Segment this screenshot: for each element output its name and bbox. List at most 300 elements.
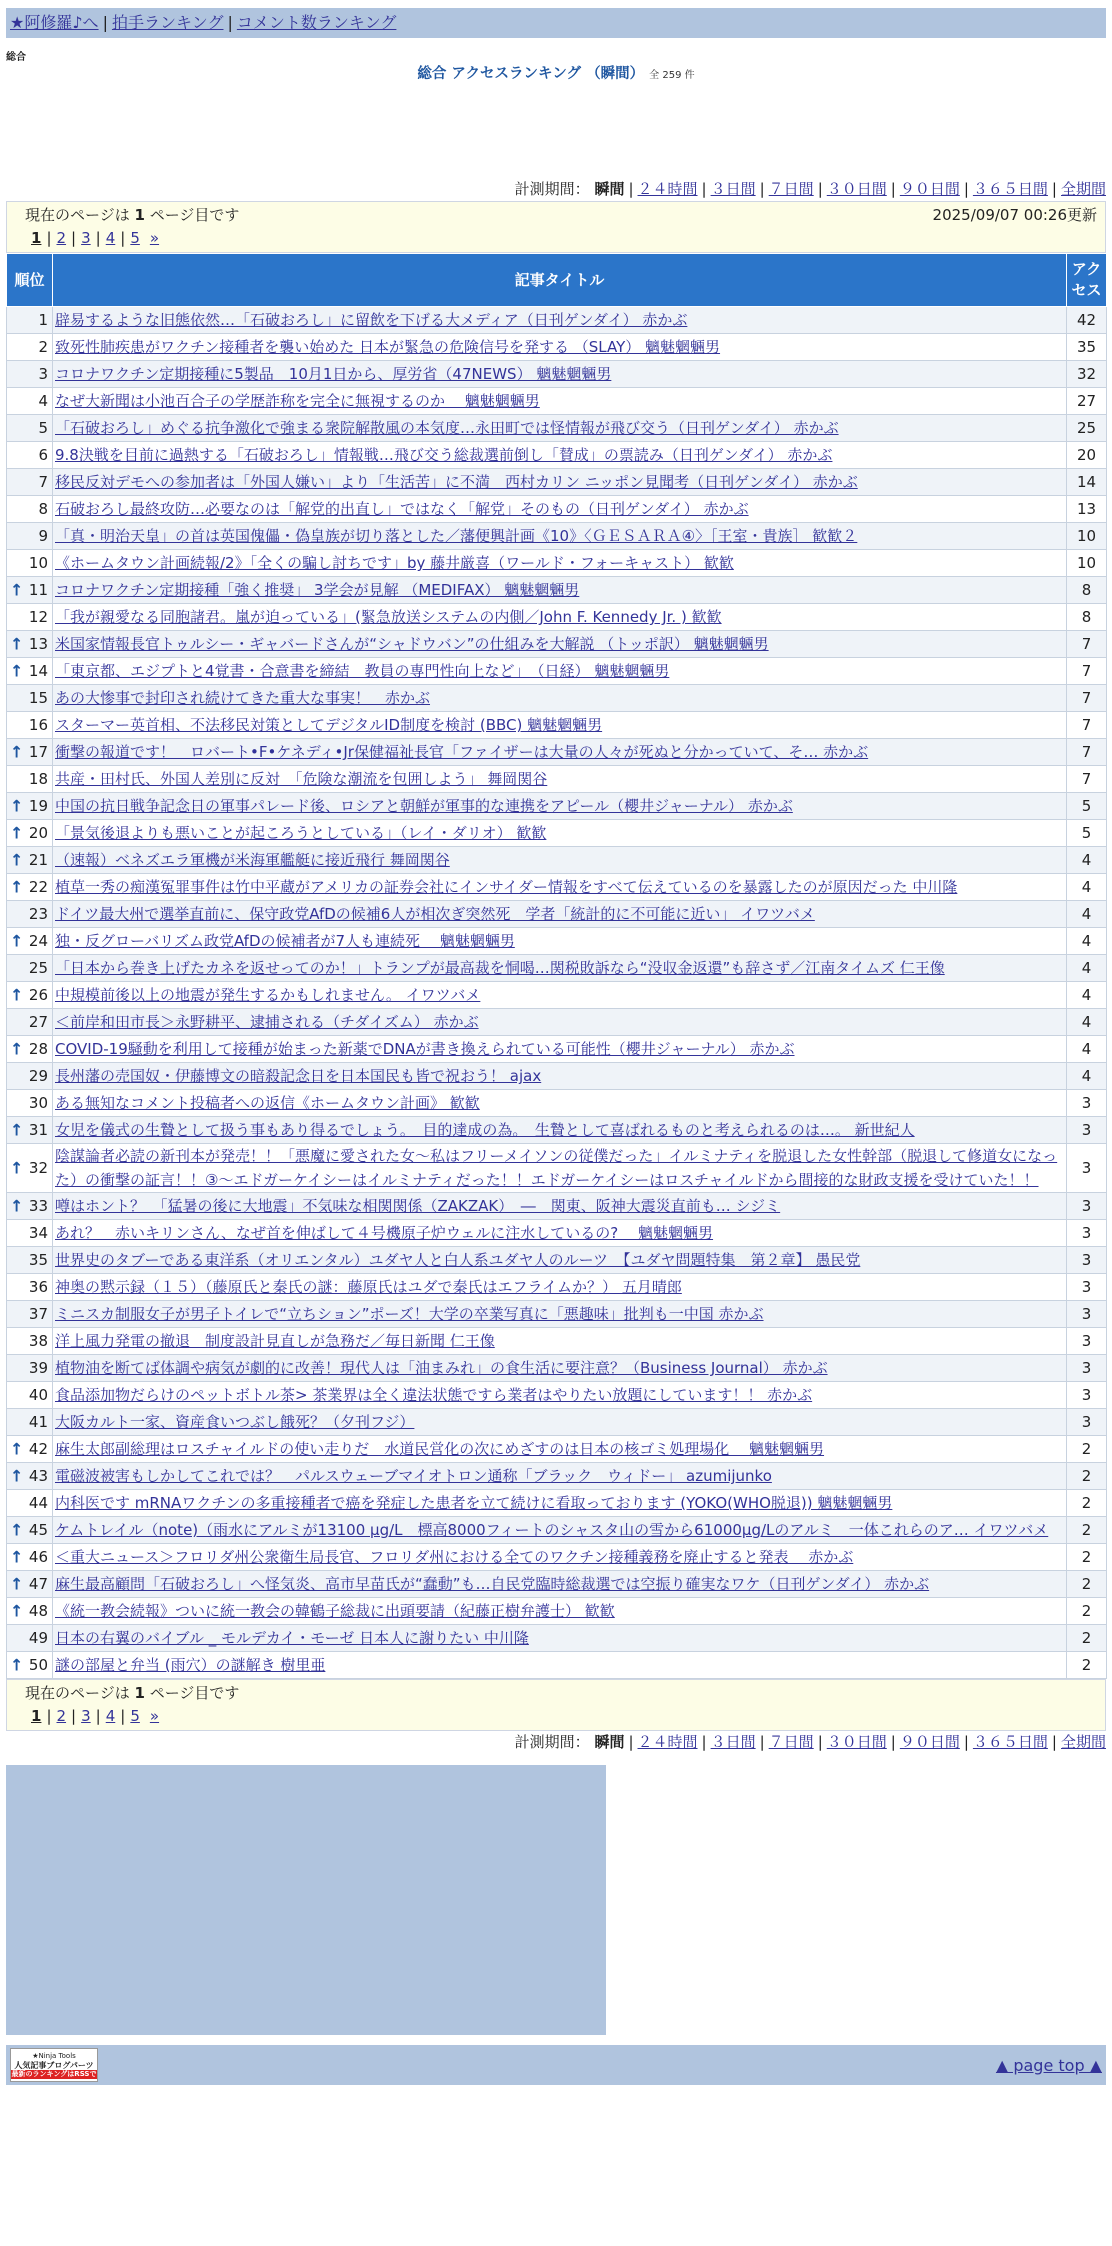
logo-line: ★Ninja Tools	[32, 2051, 76, 2060]
access-count: 4	[1067, 1036, 1107, 1063]
period-current: 瞬間	[594, 1733, 625, 1751]
access-count: 35	[1067, 334, 1107, 361]
rank-cell	[7, 1436, 53, 1463]
period-selector-bottom: 計測期間： 瞬間 | ２４時間 | ３日間 | ７日間 | ３０日間 | ９０日間 | ３６５日間 | 全期間	[514, 1733, 1106, 1751]
current-page-text: 現在のページは 1 ページ目です	[25, 206, 240, 224]
rank-number: 19	[28, 796, 48, 815]
title-cell	[53, 469, 1067, 496]
rank-up-arrow-icon: ↑	[10, 580, 24, 600]
article-title-link[interactable]: 《統一教会続報》ついに統一教会の韓鶴子総裁に出頭要請（紀藤正樹弁護士） 歓歓	[55, 1602, 615, 1620]
rank-number: 50	[28, 1655, 48, 1674]
access-count: 2	[1067, 1571, 1107, 1598]
table-row	[7, 1117, 1107, 1144]
article-title-link[interactable]: 中規模前後以上の地震が発生するかもしれません。 イワツバメ	[55, 986, 481, 1004]
nav-comment-ranking-link[interactable]: コメント数ランキング	[236, 13, 397, 32]
article-title-link[interactable]: COVID-19騒動を利用して接種が始まった新薬でDNAが書き換えられている可能性（櫻井ジャーナル） 赤かぶ	[55, 1040, 795, 1058]
rank-number: 18	[28, 769, 48, 788]
article-title-link[interactable]: ケムトレイル（note)（雨水にアルミが13100 μg/L 標高8000フィートのシャスタ山の雪から61000μg/Lのアルミ 一体これらのア… イワツバメ	[55, 1521, 1049, 1539]
title-cell	[53, 307, 1067, 334]
access-count: 4	[1067, 874, 1107, 901]
rank-cell	[7, 874, 53, 901]
rank-up-arrow-icon: ↑	[10, 931, 24, 951]
rank-number: 20	[28, 823, 48, 842]
rank-cell	[7, 982, 53, 1009]
ad-banner[interactable]	[6, 1765, 606, 2035]
table-row	[7, 1036, 1107, 1063]
title-cell	[53, 361, 1067, 388]
rank-cell	[7, 496, 53, 523]
access-count: 8	[1067, 604, 1107, 631]
rank-cell	[7, 442, 53, 469]
article-title-link[interactable]: ドイツ最大州で選挙直前に、保守政党AfDの候補6人が相次ぎ突然死 学者「統計的に不可能に近い」 イワツバメ	[55, 905, 815, 923]
page-title-text: 総合 アクセスランキング （瞬間）	[417, 66, 645, 82]
period-link[interactable]: 全期間	[1060, 1733, 1106, 1751]
title-cell	[53, 550, 1067, 577]
rank-up-arrow-icon: ↑	[10, 850, 24, 870]
rank-cell	[7, 820, 53, 847]
table-row	[7, 496, 1107, 523]
rank-cell	[7, 847, 53, 874]
rank-up-arrow-icon: ↑	[10, 1196, 24, 1216]
rank-number: 1	[38, 310, 48, 329]
rank-cell	[7, 658, 53, 685]
access-count: 3	[1067, 1328, 1107, 1355]
page-link[interactable]: 2	[56, 229, 67, 247]
rank-number: 31	[28, 1120, 48, 1139]
rank-number: 39	[28, 1358, 48, 1377]
rank-up-arrow-icon: ↑	[10, 796, 24, 816]
ranking-body	[7, 307, 1107, 1679]
access-count: 42	[1067, 307, 1107, 334]
rank-cell	[7, 1193, 53, 1220]
period-link[interactable]: ９０日間	[899, 180, 960, 198]
article-title-link[interactable]: コロナワクチン定期接種「強く推奨」 3学会が見解 （MEDIFAX） 魑魅魍魎男	[55, 581, 580, 599]
ad-space	[6, 86, 1106, 178]
article-title-link[interactable]: 麻生最高顧問「石破おろし」へ怪気炎、高市早苗氏が“蠢動”も…自民党臨時総裁選では空振り確実なワケ（日刊ゲンダイ） 赤かぶ	[55, 1575, 930, 1593]
rank-up-arrow-icon: ↑	[10, 877, 24, 897]
table-row	[7, 1274, 1107, 1301]
access-count: 5	[1067, 793, 1107, 820]
rank-number: 43	[28, 1466, 48, 1485]
access-count: 4	[1067, 955, 1107, 982]
rank-cell	[7, 1355, 53, 1382]
rank-number: 12	[28, 607, 48, 626]
article-title-link[interactable]: 石破おろし最終攻防…必要なのは「解党的出直し」ではなく「解党」そのもの（日刊ゲンダイ） 赤かぶ	[55, 500, 749, 518]
rank-up-arrow-icon: ↑	[10, 1466, 24, 1486]
access-count: 4	[1067, 982, 1107, 1009]
period-current: 瞬間	[594, 180, 625, 198]
rank-cell	[7, 1301, 53, 1328]
title-cell	[53, 1063, 1067, 1090]
title-cell	[53, 496, 1067, 523]
rank-cell	[7, 469, 53, 496]
rank-cell	[7, 901, 53, 928]
article-title-link[interactable]: 神奥の黙示録（１５）（藤原氏と秦氏の謎：藤原氏はユダで秦氏はエフライムか？） 五月晴郎	[55, 1278, 682, 1296]
article-title-link[interactable]: 世界史のタブーである東洋系（オリエンタル）ユダヤ人と白人系ユダヤ人のルーツ 【ユダヤ問題特集 第２章】 愚民党	[55, 1251, 861, 1269]
page-link[interactable]: 3	[81, 1707, 91, 1725]
article-title-link[interactable]: 植物油を断てば体調や病気が劇的に改善！現代人は「油まみれ」の食生活に要注意？（Business Journal） 赤かぶ	[55, 1359, 828, 1377]
access-count: 7	[1067, 739, 1107, 766]
article-title-link[interactable]: 「真・明治天皇」の首は英国傀儡・偽皇族が切り落とした／藩便興計画《10》〈ＧＥＳＡＲＡ④〉［王室・貴族］ 歓歓２	[55, 527, 858, 545]
title-cell	[53, 685, 1067, 712]
table-row	[7, 307, 1107, 334]
nav-sep: |	[227, 13, 233, 32]
table-row	[7, 469, 1107, 496]
nav-sep: |	[102, 13, 108, 32]
period-link[interactable]: ２４時間	[637, 1733, 698, 1751]
rank-number: 32	[28, 1158, 48, 1177]
rank-number: 10	[28, 553, 48, 572]
article-title-link[interactable]: 電磁波被害もしかしてこれでは？ パルスウェーブマイオトロン通称「ブラック ウィドー」 azumijunko	[55, 1467, 772, 1485]
period-link[interactable]: ３０日間	[826, 180, 887, 198]
article-title-link[interactable]: 中国の抗日戦争記念日の軍事パレード後、ロシアと朝鮮が軍事的な連携をアピール（櫻井ジャーナル） 赤かぶ	[55, 797, 793, 815]
rank-number: 7	[38, 472, 48, 491]
rank-cell	[7, 1328, 53, 1355]
rank-cell	[7, 793, 53, 820]
access-count: 5	[1067, 820, 1107, 847]
access-count: 3	[1067, 1355, 1107, 1382]
article-title-link[interactable]: 「景気後退よりも悪いことが起ころうとしている」（レイ・ダリオ） 歓歓	[55, 824, 547, 842]
rank-cell	[7, 1571, 53, 1598]
rank-up-arrow-icon: ↑	[10, 985, 24, 1005]
table-row	[7, 1301, 1107, 1328]
rank-cell	[7, 1598, 53, 1625]
rank-number: 3	[38, 364, 48, 383]
rank-number: 21	[28, 850, 48, 869]
title-cell	[53, 1144, 1067, 1193]
article-title-link[interactable]: 「石破おろし」めぐる抗争激化で強まる衆院解散風の本気度…永田町では怪情報が飛び交う（日刊ゲンダイ） 赤かぶ	[55, 419, 839, 437]
title-cell	[53, 1571, 1067, 1598]
rank-up-arrow-icon: ↑	[10, 1574, 24, 1594]
access-count: 14	[1067, 469, 1107, 496]
table-row	[7, 1193, 1107, 1220]
access-count: 4	[1067, 1063, 1107, 1090]
rank-number: 37	[28, 1304, 48, 1323]
rank-cell	[7, 1144, 53, 1193]
access-count: 7	[1067, 631, 1107, 658]
period-link[interactable]: ３日間	[710, 1733, 756, 1751]
rank-up-arrow-icon: ↑	[10, 661, 24, 681]
period-label: 計測期間：	[514, 180, 590, 198]
logo-line: 最新のランキングはRSSで	[11, 2069, 97, 2078]
nav-clap-ranking-link[interactable]: 拍手ランキング	[111, 13, 224, 32]
period-link[interactable]: ７日間	[768, 180, 814, 198]
access-count: 3	[1067, 1193, 1107, 1220]
period-link[interactable]: ３日間	[710, 180, 756, 198]
page-next-link[interactable]: »	[149, 229, 160, 247]
table-row	[7, 1090, 1107, 1117]
rank-number: 34	[28, 1223, 48, 1242]
page-current: 1	[31, 229, 42, 247]
rank-number: 6	[38, 445, 48, 464]
rank-up-arrow-icon: ↑	[10, 1520, 24, 1540]
col-rank-header: 順位	[7, 254, 53, 307]
table-row	[7, 712, 1107, 739]
rank-number: 30	[28, 1093, 48, 1112]
article-title-link[interactable]: 「日本から巻き上げたカネを返せってのか！」トランプが最高裁を恫喝…関税敗訴なら“没収金返還”も辞さず／江南タイムズ 仁王像	[55, 959, 945, 977]
access-count: 25	[1067, 415, 1107, 442]
article-title-link[interactable]: 女児を儀式の生贄として扱う事もあり得るでしょう。 目的達成の為。 生贄として喜ばれるものと考えられるのは…。 新世紀人	[55, 1121, 915, 1139]
article-title-link[interactable]: 日本の右翼のバイブル _ モルデカイ・モーゼ 日本人に謝りたい 中川隆	[55, 1629, 529, 1647]
article-title-link[interactable]: 独・反グローバリズム政党AfDの候補者が7人も連続死 魑魅魍魎男	[55, 932, 515, 950]
rank-cell	[7, 1409, 53, 1436]
rank-cell	[7, 415, 53, 442]
article-title-link[interactable]: あの大惨事で封印され続けてきた重大な事実！ 赤かぶ	[55, 689, 431, 707]
period-selector-top: 計測期間： 瞬間 | ２４時間 | ３日間 | ７日間 | ３０日間 | ９０日間 | ３６５日間 | 全期間	[514, 180, 1106, 198]
title-cell	[53, 1652, 1067, 1679]
page-info-bottom	[6, 1679, 1106, 1731]
access-count: 2	[1067, 1490, 1107, 1517]
rank-cell	[7, 334, 53, 361]
rank-cell	[7, 388, 53, 415]
article-title-link[interactable]: ある無知なコメント投稿者への返信《ホームタウン計画》 歓歓	[55, 1094, 480, 1112]
rank-number: 35	[28, 1250, 48, 1269]
article-title-link[interactable]: 洋上風力発電の撤退 制度設計見直しが急務だ／毎日新聞 仁王像	[55, 1332, 495, 1350]
table-row	[7, 1382, 1107, 1409]
article-title-link[interactable]: 大阪カルト一家、資産食いつぶし餓死？（夕刊フジ）	[55, 1413, 415, 1431]
article-title-link[interactable]: 移民反対デモへの参加者は「外国人嫌い」より「生活苦」に不満 西村カリン ニッポン見聞考（日刊ゲンダイ） 赤かぶ	[55, 473, 858, 491]
rank-cell	[7, 1544, 53, 1571]
rank-number: 49	[28, 1628, 48, 1647]
rank-cell	[7, 1382, 53, 1409]
rank-number: 2	[38, 337, 48, 356]
rank-cell	[7, 550, 53, 577]
table-row	[7, 739, 1107, 766]
title-cell	[53, 442, 1067, 469]
rank-number: 29	[28, 1066, 48, 1085]
access-count: 2	[1067, 1436, 1107, 1463]
rank-number: 4	[38, 391, 48, 410]
rank-number: 42	[28, 1439, 48, 1458]
title-cell	[53, 1009, 1067, 1036]
table-row	[7, 793, 1107, 820]
article-title-link[interactable]: 致死性肺疾患がワクチン接種者を襲い始めた 日本が緊急の危険信号を発する （SLAY） 魑魅魍魎男	[55, 338, 721, 356]
table-row	[7, 685, 1107, 712]
total-count: 全 259 件	[649, 70, 695, 81]
page-link[interactable]: 4	[105, 1707, 116, 1725]
article-title-link[interactable]: 植草一秀の痴漢冤罪事件は竹中平蔵がアメリカの証券会社にインサイダー情報をすべて伝えているのを暴露したのが原因だった 中川隆	[55, 878, 958, 896]
table-row	[7, 631, 1107, 658]
article-title-link[interactable]: 長州藩の売国奴・伊藤博文の暗殺記念日を日本国民も皆で祝おう！ ajax	[55, 1067, 542, 1085]
rank-number: 8	[38, 499, 48, 518]
rank-up-arrow-icon: ↑	[10, 1547, 24, 1567]
title-cell	[53, 982, 1067, 1009]
table-row	[7, 901, 1107, 928]
table-row	[7, 361, 1107, 388]
article-title-link[interactable]: ＜重大ニュース＞フロリダ州公衆衛生局長官、フロリダ州における全てのワクチン接種義務を廃止すると発表 赤かぶ	[55, 1548, 854, 1566]
article-title-link[interactable]: 《ホームタウン計画続報/2》「全くの騙し討ちです」by 藤井厳喜（ワールド・フォーキャスト） 歓歓	[55, 554, 734, 572]
title-cell	[53, 1090, 1067, 1117]
page-link[interactable]: 5	[130, 229, 140, 247]
access-count: 4	[1067, 901, 1107, 928]
access-count: 3	[1067, 1220, 1107, 1247]
article-title-link[interactable]: ＜前岸和田市長＞永野耕平、逮捕される（チダイズム） 赤かぶ	[55, 1013, 479, 1031]
article-title-link[interactable]: 「東京都、エジプトと4覚書・合意書を締結 教員の専門性向上など」 （日経） 魑魅魍魎男	[55, 662, 670, 680]
table-row	[7, 820, 1107, 847]
article-title-link[interactable]: 「我が親愛なる同胞諸君。嵐が迫っている」(緊急放送システムの内側／John F. Kennedy Jr. ) 歓歓	[55, 608, 722, 626]
rank-number: 15	[28, 688, 48, 707]
article-title-link[interactable]: あれ？ 赤いキリンさん、なぜ首を伸ばして４号機原子炉ウェルに注水しているの? 魑魅魍魎男	[55, 1224, 714, 1242]
period-link[interactable]: ３６５日間	[972, 180, 1048, 198]
rank-up-arrow-icon: ↑	[10, 634, 24, 654]
article-title-link[interactable]: 噂はホント？ 「猛暑の後に大地震」不気味な相関関係（ZAKZAK） ― 関東、阪神大震災直前も… シジミ	[55, 1197, 781, 1215]
access-count: 32	[1067, 361, 1107, 388]
title-cell	[53, 1193, 1067, 1220]
article-title-link[interactable]: 麻生太郎副総理はロスチャイルドの使い走りだ 水道民営化の次にめざすのは日本の核ゴミ処理場化 魑魅魍魎男	[55, 1440, 825, 1458]
rank-number: 47	[28, 1574, 48, 1593]
title-cell	[53, 712, 1067, 739]
access-count: 8	[1067, 577, 1107, 604]
title-cell	[53, 1220, 1067, 1247]
title-cell	[53, 658, 1067, 685]
period-link[interactable]: ３０日間	[826, 1733, 887, 1751]
pagination-bottom: 1 | 2 | 3 | 4 | 5 »	[31, 1707, 160, 1725]
article-title-link[interactable]: 陰謀論者必読の新刊本が発売！！「悪魔に愛された女～私はフリーメイソンの従僕だった」イルミナティを脱退した女性幹部（脱退して修道女になった）の衝撃の証言！！③～エドガーケイシーはイルミナティだった！！エドガーケイシーはロスチャイルドから間接的な財政支援を受けていた！！	[55, 1147, 1058, 1189]
rank-number: 45	[28, 1520, 48, 1539]
table-row	[7, 415, 1107, 442]
article-title-link[interactable]: 共産・田村氏、外国人差別に反対 「危険な潮流を包囲しよう」 舞岡関谷	[55, 770, 548, 788]
table-row	[7, 658, 1107, 685]
title-cell	[53, 1355, 1067, 1382]
rank-number: 25	[28, 958, 48, 977]
rank-cell	[7, 1274, 53, 1301]
article-title-link[interactable]: 謎の部屋と弁当 (雨穴）の謎解き 樹里亜	[55, 1656, 326, 1674]
period-link[interactable]: ９０日間	[899, 1733, 960, 1751]
period-label: 計測期間：	[514, 1733, 590, 1751]
title-cell	[53, 1517, 1067, 1544]
rank-cell	[7, 712, 53, 739]
table-row	[7, 1490, 1107, 1517]
rank-cell	[7, 1490, 53, 1517]
rank-up-arrow-icon: ↑	[10, 1439, 24, 1459]
title-cell	[53, 1625, 1067, 1652]
table-row	[7, 388, 1107, 415]
title-cell	[53, 631, 1067, 658]
access-count: 10	[1067, 523, 1107, 550]
table-row	[7, 1625, 1107, 1652]
page-top-link[interactable]: ▲ page top ▲	[995, 2055, 1102, 2075]
article-title-link[interactable]: 辟易するような旧態依然…「石破おろし」に留飲を下げる大メディア（日刊ゲンダイ） 赤かぶ	[55, 311, 688, 329]
title-cell	[53, 1247, 1067, 1274]
access-count: 7	[1067, 766, 1107, 793]
rank-number: 16	[28, 715, 48, 734]
title-cell	[53, 388, 1067, 415]
access-count: 3	[1067, 1274, 1107, 1301]
page-info-top	[6, 201, 1106, 253]
rank-cell	[7, 1036, 53, 1063]
page-current: 1	[31, 1707, 42, 1725]
page-link[interactable]: 4	[105, 229, 116, 247]
col-access-header: アクセス	[1067, 254, 1107, 307]
pagination-top: 1 | 2 | 3 | 4 | 5 »	[31, 229, 160, 247]
rank-number: 9	[38, 526, 48, 545]
title-cell	[53, 1036, 1067, 1063]
rank-up-arrow-icon: ↑	[10, 823, 24, 843]
rank-number: 24	[28, 931, 48, 950]
page-next-link[interactable]: »	[149, 1707, 160, 1725]
rank-cell	[7, 361, 53, 388]
rank-number: 22	[28, 877, 48, 896]
access-count: 3	[1067, 1382, 1107, 1409]
rank-cell	[7, 1247, 53, 1274]
table-row	[7, 1571, 1107, 1598]
rank-cell	[7, 1220, 53, 1247]
rank-number: 14	[28, 661, 48, 680]
table-row	[7, 766, 1107, 793]
title-cell	[53, 1490, 1067, 1517]
footer	[6, 2045, 1106, 2085]
title-cell	[53, 334, 1067, 361]
article-title-link[interactable]: 米国家情報長官トゥルシー・ギャバードさんが“シャドウバン”の仕組みを大解説 （トッポ訳） 魑魅魍魎男	[55, 635, 769, 653]
access-count: 2	[1067, 1517, 1107, 1544]
access-count: 2	[1067, 1625, 1107, 1652]
title-cell	[53, 766, 1067, 793]
article-title-link[interactable]: 衝撃の報道です！ ロバート•F•ケネディ•Jr保健福祉長官「ファイザーは大量の人々が死ぬと分かっていて、そ… 赤かぶ	[55, 743, 869, 761]
ninja-tools-logo[interactable]	[10, 2048, 98, 2082]
rank-number: 17	[28, 742, 48, 761]
table-row	[7, 847, 1107, 874]
access-count: 2	[1067, 1463, 1107, 1490]
title-cell	[53, 604, 1067, 631]
table-row	[7, 1517, 1107, 1544]
title-cell	[53, 955, 1067, 982]
rank-number: 11	[28, 580, 48, 599]
period-link[interactable]: ３６５日間	[972, 1733, 1048, 1751]
title-cell	[53, 793, 1067, 820]
period-link[interactable]: ７日間	[768, 1733, 814, 1751]
table-row	[7, 442, 1107, 469]
period-link[interactable]: 全期間	[1060, 180, 1106, 198]
page-link[interactable]: 5	[130, 1707, 140, 1725]
title-cell	[53, 820, 1067, 847]
category-label: 総合	[6, 52, 26, 63]
rank-number: 13	[28, 634, 48, 653]
article-title-link[interactable]: 食品添加物だらけのペットボトル茶> 茶業界は全く違法状態ですら業者はやりたい放題にしています！！ 赤かぶ	[55, 1386, 813, 1404]
rank-number: 33	[28, 1196, 48, 1215]
rank-cell	[7, 1009, 53, 1036]
rank-cell	[7, 1652, 53, 1679]
rank-cell	[7, 1463, 53, 1490]
article-title-link[interactable]: （速報）ベネズエラ軍機が米海軍艦艇に接近飛行 舞岡関谷	[55, 851, 450, 869]
page-link[interactable]: 2	[56, 1707, 67, 1725]
page-link[interactable]: 3	[81, 229, 91, 247]
rank-cell	[7, 604, 53, 631]
rank-number: 28	[28, 1039, 48, 1058]
table-row	[7, 577, 1107, 604]
table-row	[7, 1355, 1107, 1382]
article-title-link[interactable]: スターマー英首相、不法移民対策としてデジタルID制度を検討 (BBC) 魑魅魍魎男	[55, 716, 603, 734]
article-title-link[interactable]: 内科医です mRNAワクチンの多重接種者で癌を発症した患者を立て続けに看取っております (YOKO(WHO脱退)) 魑魅魍魎男	[55, 1494, 893, 1512]
nav-home-link[interactable]: ★阿修羅♪へ	[10, 13, 99, 32]
access-count: 7	[1067, 712, 1107, 739]
access-count: 3	[1067, 1409, 1107, 1436]
table-row	[7, 982, 1107, 1009]
article-title-link[interactable]: ミニスカ制服女子が男子トイレで“立ちション”ポーズ！大学の卒業写真に「悪趣味」批判も一中国 赤かぶ	[55, 1305, 764, 1323]
period-link[interactable]: ２４時間	[637, 180, 698, 198]
table-row	[7, 1247, 1107, 1274]
article-title-link[interactable]: なぜ大新聞は小池百合子の学歴詐称を完全に無視するのか 魑魅魍魎男	[55, 392, 540, 410]
rank-number: 38	[28, 1331, 48, 1350]
access-count: 3	[1067, 1090, 1107, 1117]
table-row	[7, 1409, 1107, 1436]
access-count: 13	[1067, 496, 1107, 523]
title-cell	[53, 1598, 1067, 1625]
current-page-text: 現在のページは 1 ページ目です	[25, 1684, 240, 1702]
rank-number: 23	[28, 904, 48, 923]
article-title-link[interactable]: 9.8決戦を目前に過熱する「石破おろし」情報戦…飛び交う総裁選前倒し「賛成」の票読み（日刊ゲンダイ） 赤かぶ	[55, 446, 833, 464]
rank-cell	[7, 523, 53, 550]
article-title-link[interactable]: コロナワクチン定期接種に5製品 10月1日から、厚労省（47NEWS） 魑魅魍魎男	[55, 365, 612, 383]
